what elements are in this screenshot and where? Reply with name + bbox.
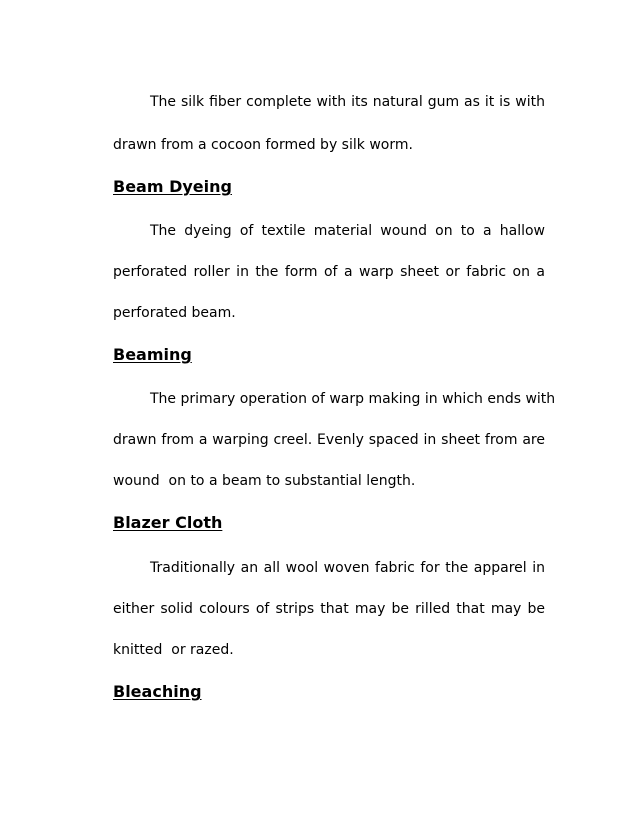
term-heading-beam-dyeing: Beam Dyeing bbox=[113, 177, 232, 196]
beam-dyeing-line-2: perforated roller in the form of a warp sheet or fabric on a bbox=[113, 264, 545, 280]
intro-line-1: The silk fiber complete with its natural gum as it is with bbox=[150, 94, 545, 110]
blazer-cloth-line-2: either solid colours of strips that may be rilled that may be bbox=[113, 601, 545, 617]
blazer-cloth-line-1: Traditionally an all wool woven fabric for the apparel in bbox=[150, 560, 545, 576]
beam-dyeing-line-3: perforated beam. bbox=[113, 305, 236, 321]
beaming-line-1: The primary operation of warp making in which ends with bbox=[150, 391, 556, 407]
beam-dyeing-line-1: The dyeing of textile material wound on to a hallow bbox=[150, 223, 545, 239]
intro-line-2: drawn from a cocoon formed by silk worm. bbox=[113, 137, 413, 153]
term-heading-bleaching: Bleaching bbox=[113, 682, 202, 701]
term-heading-beaming: Beaming bbox=[113, 345, 192, 364]
term-heading-blazer-cloth: Blazer Cloth bbox=[113, 513, 223, 532]
beaming-line-2: drawn from a warping creel. Evenly spaced in sheet from are bbox=[113, 432, 545, 448]
beaming-line-3: wound on to a beam to substantial length. bbox=[113, 473, 416, 489]
blazer-cloth-line-3: knitted or razed. bbox=[113, 642, 234, 658]
